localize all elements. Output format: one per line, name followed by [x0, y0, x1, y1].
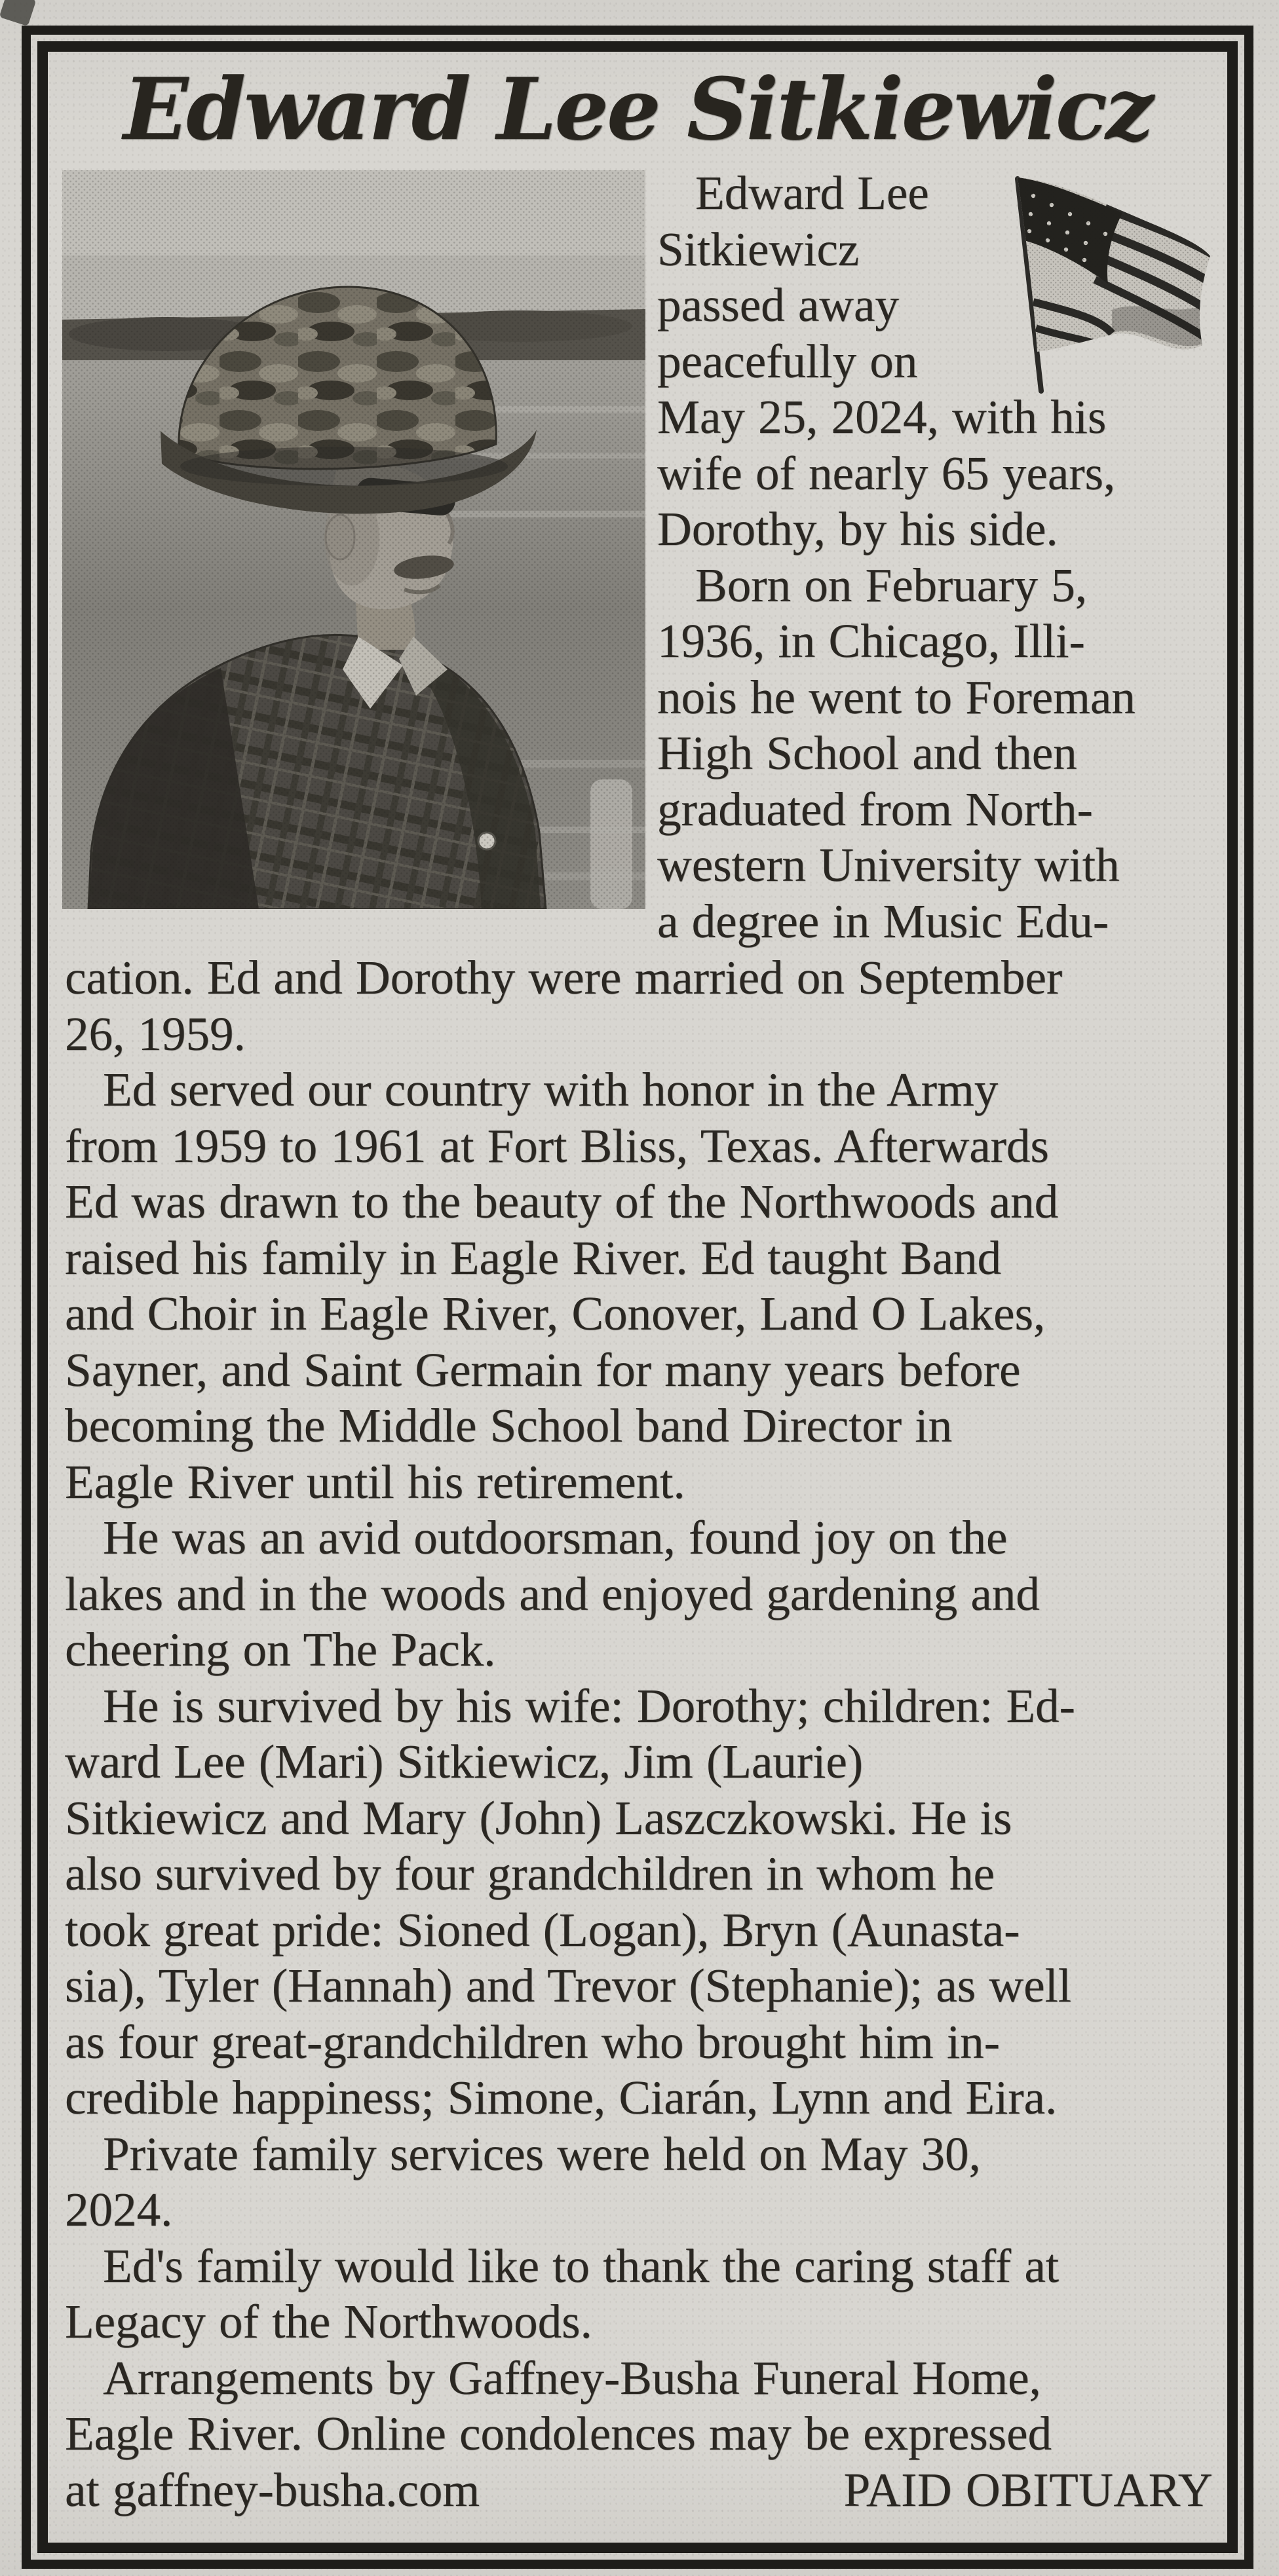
obituary-content [48, 52, 1227, 2543]
text-line: also survived by four grandchildren in whom he [65, 1847, 995, 1900]
scan-artifact [0, 0, 36, 26]
intro-text-narrow-column [657, 165, 1004, 389]
text-line: as four great-grandchildren who brought him in- [65, 2015, 1000, 2068]
condolence-url: at gaffney-busha.com [65, 2463, 480, 2516]
halftone-overlay [62, 170, 645, 909]
text-line: Edward Lee [695, 166, 929, 219]
portrait-photo [62, 170, 645, 909]
text-line: 1936, in Chicago, Illi- [657, 614, 1085, 667]
text-line: and Choir in Eagle River, Conover, Land O Lakes, [65, 1287, 1046, 1340]
text-line: Dorothy, by his side. [657, 502, 1058, 555]
american-flag-icon [1007, 176, 1215, 396]
text-line: graduated from North- [657, 782, 1093, 836]
text-line: Sayner, and Saint Germain for many years before [65, 1343, 1021, 1396]
text-line: Eagle River until his retirement. [65, 1455, 685, 1508]
paid-obituary-tag: PAID OBITUARY [843, 2463, 1213, 2516]
text-line: from 1959 to 1961 at Fort Bliss, Texas. Afterwards [65, 1119, 1049, 1172]
obituary-inner-border [37, 41, 1238, 2553]
text-line: 26, 1959. [65, 1007, 246, 1060]
text-line: nois he went to Foreman [657, 670, 1136, 724]
line-group [657, 389, 1213, 949]
text-line: lakes and in the woods and enjoyed gardening and [65, 1567, 1040, 1620]
text-line: sia), Tyler (Hannah) and Trevor (Stephanie); as well [65, 1959, 1072, 2012]
text-line: cation. Ed and Dorothy were married on September [65, 951, 1063, 1004]
body-text-column [65, 950, 1213, 2518]
text-line: raised his family in Eagle River. Ed taught Band [65, 1231, 1002, 1284]
closing-line [65, 2462, 1213, 2518]
text-line: He was an avid outdoorsman, found joy on the [103, 1511, 1008, 1564]
text-line: High School and then [657, 726, 1077, 779]
text-line: 2024. [65, 2183, 173, 2236]
text-line: ward Lee (Mari) Sitkiewicz, Jim (Laurie) [65, 1735, 864, 1788]
text-line: passed away [657, 278, 899, 331]
text-line: becoming the Middle School band Director in [65, 1399, 953, 1452]
text-line: Ed served our country with honor in the Army [103, 1063, 999, 1116]
text-line: took great pride: Sioned (Logan), Bryn (Aunasta- [65, 1903, 1020, 1956]
obituary-outer-border [22, 26, 1253, 2569]
text-line: May 25, 2024, with his [657, 390, 1107, 443]
text-line: Ed's family would like to thank the caring staff at [103, 2239, 1059, 2292]
text-line: Born on February 5, [695, 558, 1088, 612]
line-group [657, 165, 1004, 389]
text-line: peacefully on [657, 334, 918, 388]
text-line: Private family services were held on May 30, [103, 2127, 981, 2180]
text-line: western University with [657, 838, 1120, 891]
text-line: Eagle River. Online condolences may be expressed [65, 2407, 1052, 2460]
text-line: wife of nearly 65 years, [657, 446, 1116, 500]
obituary-title: Edward Lee Sitkiewicz [123, 59, 1152, 159]
text-line: Arrangements by Gaffney-Busha Funeral Home, [103, 2351, 1041, 2404]
text-line: Sitkiewicz [657, 222, 860, 276]
text-line: cheering on The Pack. [65, 1623, 496, 1676]
flag-cloth [1007, 176, 1215, 373]
text-line: credible happiness; Simone, Ciarán, Lynn and Eira. [65, 2071, 1058, 2124]
text-line: a degree in Music Edu- [657, 894, 1109, 948]
text-line: He is survived by his wife: Dorothy; children: Ed- [103, 1679, 1075, 1732]
text-line: Ed was drawn to the beauty of the Northwoods and [65, 1175, 1059, 1228]
text-line: Sitkiewicz and Mary (John) Laszczkowski. He is [65, 1791, 1012, 1844]
intro-text-wide-column [657, 389, 1213, 949]
text-line: Legacy of the Northwoods. [65, 2295, 592, 2348]
line-group [65, 950, 1213, 2462]
